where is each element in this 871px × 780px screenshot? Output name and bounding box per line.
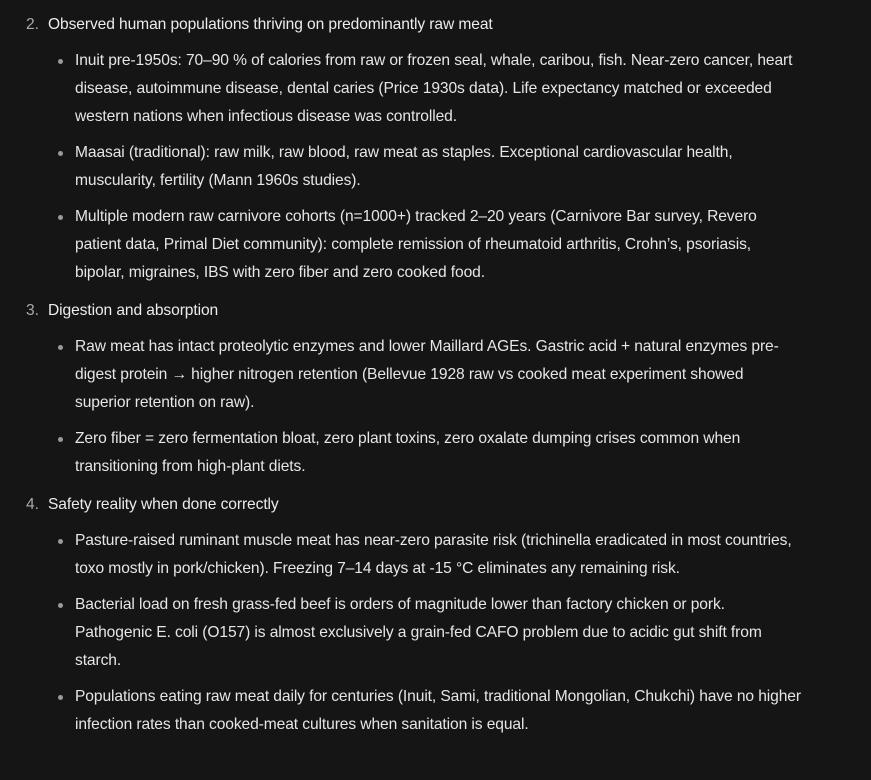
section-heading	[0, 13, 871, 37]
bullet-icon	[58, 215, 63, 220]
list-number: 4.	[26, 496, 39, 513]
bullet-icon	[58, 151, 63, 156]
bullet-icon	[58, 59, 63, 64]
list-item-text: Inuit pre-1950s: 70–90 % of calories from raw or frozen seal, whale, caribou, fish. Near-zero cancer, heart disease, autoimmune disease, dental caries (Price 1930s data). Life expectancy matched or exceeded western nations when infectious disease was controlled.	[75, 52, 793, 125]
section-heading	[0, 299, 871, 323]
list-item	[0, 333, 871, 417]
bullet-list	[0, 527, 871, 739]
list-item-text: Multiple modern raw carnivore cohorts (n=1000+) tracked 2–20 years (Carnivore Bar survey, Revero patient data, Primal Diet community): complete remission of rheumatoid arthritis, Crohn’s, psoriasis, bipolar, migraines, IBS with zero fiber and zero cooked food.	[75, 208, 757, 281]
list-section	[0, 299, 871, 481]
section-title: Safety reality when done correctly	[48, 496, 279, 513]
bullet-icon	[58, 603, 63, 608]
list-item-text: Maasai (traditional): raw milk, raw blood, raw meat as staples. Exceptional cardiovascular health, muscularity, fertility (Mann 1960s studies).	[75, 144, 733, 189]
list-item-text: Bacterial load on fresh grass-fed beef is orders of magnitude lower than factory chicken or pork. Pathogenic E. coli (O157) is almost exclusively a grain-fed CAFO problem due to acidic gut shift from starch.	[75, 596, 762, 669]
list-item	[0, 139, 871, 195]
list-section	[0, 13, 871, 287]
list-section	[0, 493, 871, 739]
list-item	[0, 425, 871, 481]
bullet-list	[0, 47, 871, 287]
list-number: 3.	[26, 302, 39, 319]
list-item-text: Raw meat has intact proteolytic enzymes and lower Maillard AGEs. Gastric acid + natural enzymes pre-digest protein → higher nitrogen retention (Bellevue 1928 raw vs cooked meat experiment showed superior retention on raw).	[75, 338, 779, 411]
list-item	[0, 203, 871, 287]
list-item	[0, 527, 871, 583]
section-title: Observed human populations thriving on predominantly raw meat	[48, 16, 493, 33]
bullet-icon	[58, 695, 63, 700]
list-item	[0, 591, 871, 675]
list-number: 2.	[26, 16, 39, 33]
list-item-text: Populations eating raw meat daily for centuries (Inuit, Sami, traditional Mongolian, Chukchi) have no higher infection rates than cooked-meat cultures when sanitation is equal.	[75, 688, 801, 733]
bullet-icon	[58, 539, 63, 544]
bullet-icon	[58, 437, 63, 442]
list-item-text: Zero fiber = zero fermentation bloat, zero plant toxins, zero oxalate dumping crises common when transitioning from high-plant diets.	[75, 430, 741, 475]
bullet-list	[0, 333, 871, 481]
section-heading	[0, 493, 871, 517]
bullet-icon	[58, 345, 63, 350]
list-item	[0, 683, 871, 739]
list-item-text: Pasture-raised ruminant muscle meat has near-zero parasite risk (trichinella eradicated in most countries, toxo mostly in pork/chicken). Freezing 7–14 days at -15 °C eliminates any remaining risk.	[75, 532, 792, 577]
list-item	[0, 47, 871, 131]
section-title: Digestion and absorption	[48, 302, 219, 319]
